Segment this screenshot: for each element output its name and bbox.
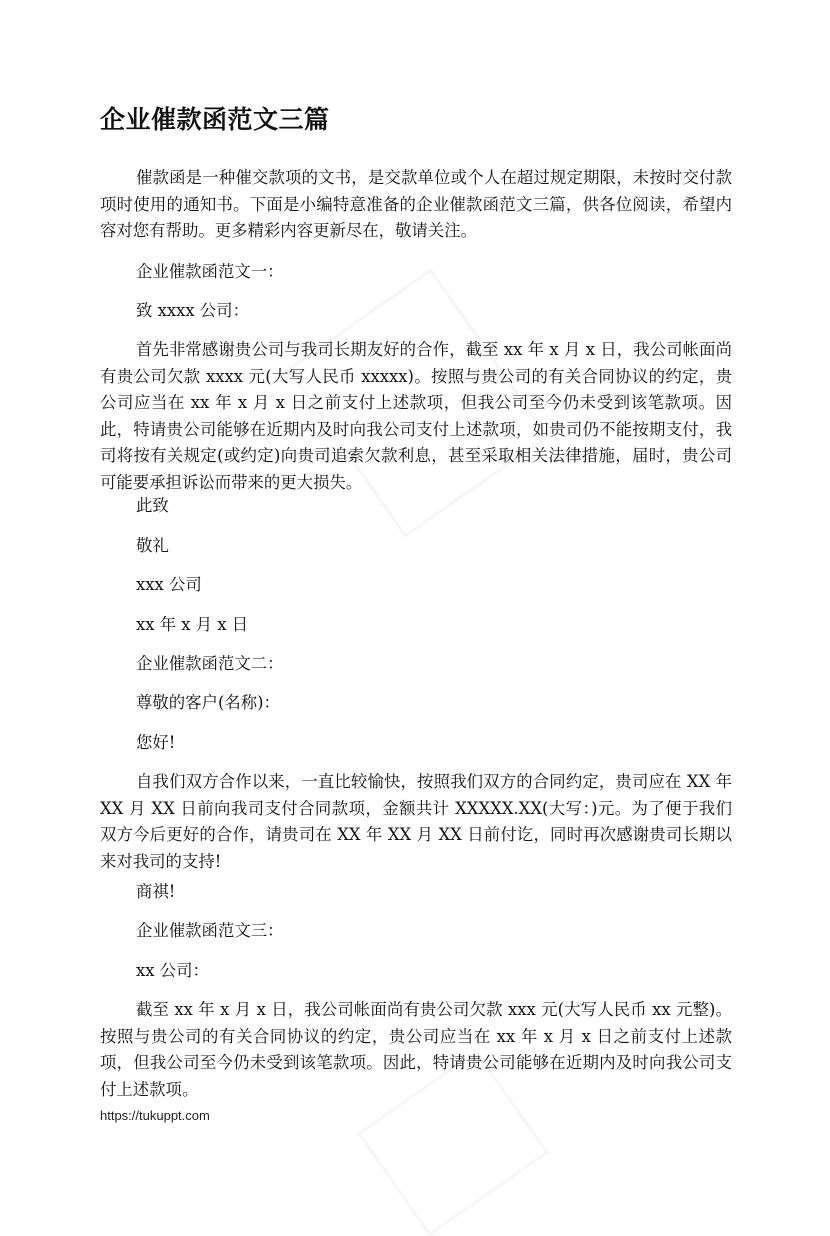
body-paragraph-one: 首先非常感谢贵公司与我司长期友好的合作，截至 xx 年 x 月 x 日，我公司帐面尚有贵公司欠款 xxxx 元(大写人民币 xxxxx)。按照与贵公司的有关合同协议的约定，贵公司应当在 xx 年 x 月 x 日之前支付上述款项，但我公司至今仍未受到该笔款项。因此，特请贵公司能够在近期内及时向我公司支付上述款项，如贵司仍不能按期支付，我司将按有关规定(或约定)向贵司追索欠款利息，甚至采取相关法律措施，届时，贵公司可能要承担诉讼而带来的更大损失。: [100, 340, 732, 492]
intro-paragraph: 催款函是一种催交款项的文书，是交款单位或个人在超过规定期限，未按时交付款项时使用的通知书。下面是小编特意准备的企业催款函范文三篇，供各位阅读，希望内容对您有帮助。更多精彩内容更新尽在，敬请关注。: [100, 168, 732, 240]
page-title: 企业催款函范文三篇: [100, 105, 330, 134]
body-paragraph-two: 自我们双方合作以来，一直比较愉快，按照我们双方的合同约定，贵司应在 XX 年 XX 月 XX 日前向我司支付合同款项，金额共计 XXXXX.XX(大写：)元。为了便于我们双方今后更好的合作，请贵司在 XX 年 XX 月 XX 日前付讫，同时再次感谢贵司长期以来对我司的支持!: [100, 772, 732, 871]
closing-cizhi: 此致: [136, 496, 169, 515]
salutation-two: 尊敬的客户(名称)：: [136, 693, 280, 712]
salutation-one: 致 xxxx 公司：: [136, 301, 249, 320]
closing-jingli: 敬礼: [136, 536, 169, 555]
section-heading-one: 企业催款函范文一：: [136, 262, 284, 281]
signature-company: xxx 公司: [136, 575, 202, 594]
section-heading-three: 企业催款函范文三：: [136, 921, 284, 940]
body-paragraph-three: 截至 xx 年 x 月 x 日，我公司帐面尚有贵公司欠款 xxx 元(大写人民币 xx 元整)。按照与贵公司的有关合同协议的约定，贵公司应当在 xx 年 x 月 x 日之前支付上述款项，但我公司至今仍未受到该笔款项。因此，特请贵公司能够在近期内及时向我公司支付上述款项。: [100, 1000, 732, 1099]
salutation-three: xx 公司：: [136, 961, 209, 980]
closing-shangqi: 商祺!: [136, 882, 176, 901]
section-heading-two: 企业催款函范文二：: [136, 654, 284, 673]
greeting-two: 您好!: [136, 733, 176, 752]
footer-url[interactable]: https://tukuppt.com: [100, 1108, 210, 1123]
signature-date: xx 年 x 月 x 日: [136, 615, 249, 634]
